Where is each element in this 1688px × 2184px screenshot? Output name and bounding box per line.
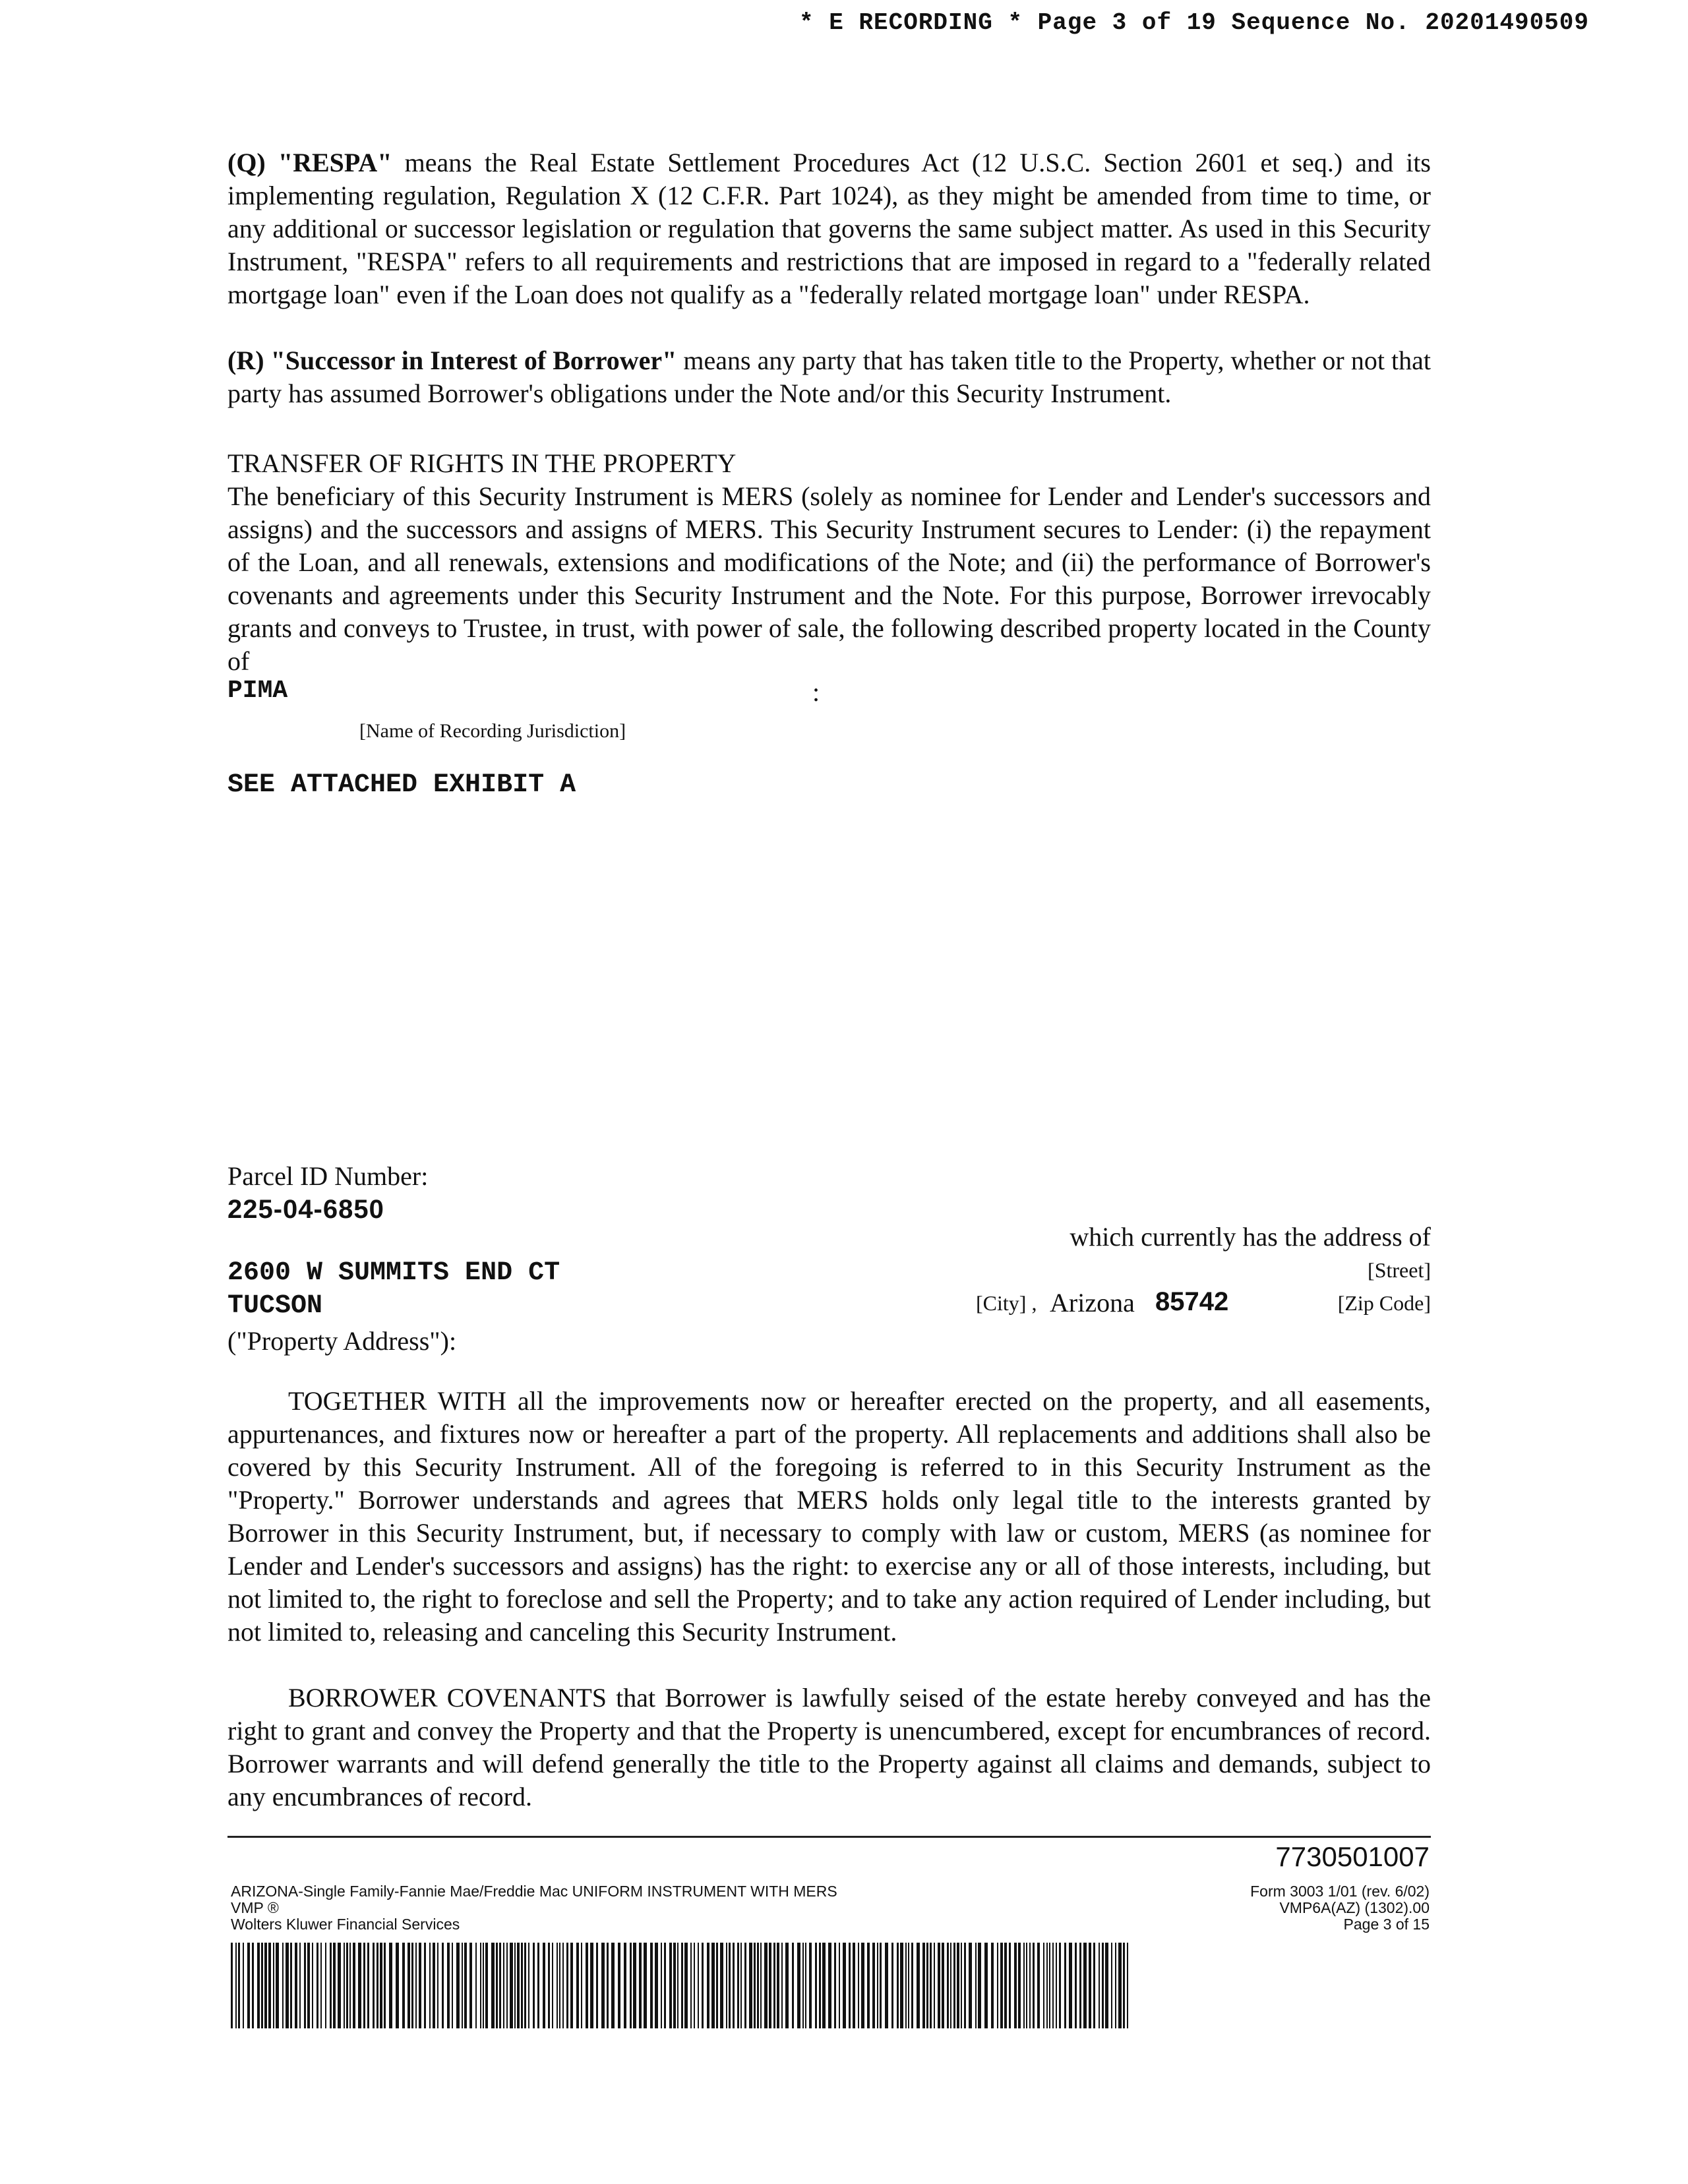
barcode-bar <box>1046 1943 1048 2028</box>
barcode-bar <box>389 1943 392 2028</box>
vmp-code: VMP6A(AZ) (1302).00 <box>1279 1899 1430 1916</box>
barcode-bar <box>669 1943 672 2028</box>
barcode-bar <box>1023 1943 1025 2028</box>
barcode-bar <box>1079 1943 1081 2028</box>
barcode-bar <box>524 1943 526 2028</box>
barcode-bar <box>733 1943 735 2028</box>
barcode-bar <box>975 1943 977 2028</box>
barcode-bar <box>1033 1943 1035 2028</box>
barcode-bar <box>1083 1943 1087 2028</box>
form-number-block <box>1250 1883 1430 1933</box>
barcode-bar <box>650 1943 653 2028</box>
barcode-bar <box>452 1943 453 2028</box>
barcode-bar <box>581 1943 582 2028</box>
barcode-bar <box>917 1943 920 2028</box>
form-title: ARIZONA-Single Family-Fannie Mae/Freddie Mac UNIFORM INSTRUMENT WITH MERS <box>231 1883 837 1900</box>
barcode-bar <box>978 1943 981 2028</box>
barcode-bar <box>984 1943 988 2028</box>
barcode-bar <box>754 1943 756 2028</box>
form-page-number: Page 3 of 15 <box>1343 1916 1430 1933</box>
barcode-bar <box>764 1943 768 2028</box>
barcode-bar <box>570 1943 573 2028</box>
barcode-bar <box>905 1943 907 2028</box>
barcode-bar <box>740 1943 742 2028</box>
barcode-bar <box>1105 1943 1108 2028</box>
barcode-bar <box>877 1943 878 2028</box>
barcode-bar <box>769 1943 771 2028</box>
barcode-bar <box>950 1943 951 2028</box>
barcode-bar <box>286 1943 289 2028</box>
barcode-bar <box>548 1943 550 2028</box>
barcode-bar <box>802 1943 804 2028</box>
barcode-bar <box>1037 1943 1040 2028</box>
barcode-bar <box>792 1943 794 2028</box>
jurisdiction-label: [Name of Recording Jurisdiction] <box>359 720 626 742</box>
city-label: [City] , <box>976 1291 1037 1315</box>
barcode-bar <box>964 1943 966 2028</box>
barcode-bar <box>462 1943 463 2028</box>
barcode-bar <box>1118 1943 1122 2028</box>
barcode-bar <box>552 1943 553 2028</box>
definition-r-label: (R) "Successor in Interest of Borrower" <box>227 346 677 375</box>
barcode-bar <box>607 1943 609 2028</box>
barcode-bar <box>720 1943 723 2028</box>
barcode-bar <box>1059 1943 1061 2028</box>
barcode-bar <box>861 1943 864 2028</box>
exhibit-reference: SEE ATTACHED EXHIBIT A <box>227 770 576 800</box>
barcode-bar <box>344 1943 345 2028</box>
barcode-bar <box>926 1943 928 2028</box>
county-colon: : <box>812 677 820 707</box>
barcode-bar <box>1099 1943 1100 2028</box>
barcode-bar <box>353 1943 355 2028</box>
definition-r <box>227 344 1431 410</box>
vmp-mark: VMP ® <box>231 1899 279 1916</box>
street-label: [Street] <box>1368 1258 1431 1282</box>
address-intro: which currently has the address of <box>1070 1222 1431 1252</box>
barcode-bar <box>1075 1943 1077 2028</box>
barcode-bar <box>661 1943 662 2028</box>
barcode-bar <box>447 1943 450 2028</box>
barcode-bar <box>282 1943 284 2028</box>
barcode-bar <box>828 1943 831 2028</box>
barcode-bar <box>349 1943 351 2028</box>
barcode-bar <box>908 1943 909 2028</box>
barcode-bar <box>1089 1943 1091 2028</box>
barcode-bar <box>872 1943 875 2028</box>
barcode-bar <box>238 1943 240 2028</box>
barcode-bar <box>528 1943 529 2028</box>
barcode-bar <box>384 1943 386 2028</box>
barcode-bar <box>707 1943 709 2028</box>
barcode-bar <box>1049 1943 1050 2028</box>
definition-q-label: (Q) "RESPA" <box>227 148 392 177</box>
barcode-bar <box>537 1943 539 2028</box>
barcode-bar <box>1004 1943 1007 2028</box>
barcode-bar <box>566 1943 568 2028</box>
barcode-bar <box>402 1943 405 2028</box>
barcode-bar <box>252 1943 254 2028</box>
barcode-bar <box>562 1943 564 2028</box>
together-with-paragraph: TOGETHER WITH all the improvements now or hereafter erected on the property, and all easements, appurtenances, and fixtures now or hereafter a part of the property. All replacements and additions shall also be covered by this Security Instrument. All of the foregoing is referred to in this Security Instrument as the "Property." Borrower understands and agrees that MERS holds only legal title to the interests granted by Borrower in this Security Instrument, but, if necessary to comply with law or custom, MERS (as nominee for Lender and Lender's successors and assigns) has the right: to exercise any or all of those interests, including, but not limited to, the right to foreclose and sell the Property; and to take any action required of Lender including, but not limited to, releasing and canceling this Security Instrument. <box>227 1386 1431 1647</box>
barcode-bar <box>677 1943 678 2028</box>
barcode-bar <box>543 1943 545 2028</box>
barcode-bar <box>510 1943 513 2028</box>
barcode-bar <box>358 1943 361 2028</box>
barcode-bar <box>922 1943 925 2028</box>
barcode-bar <box>273 1943 274 2028</box>
transfer-heading: TRANSFER OF RIGHTS IN THE PROPERTY <box>227 448 737 478</box>
barcode-bar <box>396 1943 399 2028</box>
barcode-bar <box>367 1943 369 2028</box>
definition-q-text: means the Real Estate Settlement Procedures Act (12 U.S.C. Section 2601 et seq.) and its implementing regulation, Regulation X (12 C.F.R. Part 1024), as they might be amended from time to time, or any additional or successor legislation or regulation that governs the same subject matter. As used in this Security Instrument, "RESPA" refers to all requirements and restrictions that are imposed in regard to a "federally related mortgage loan" even if the Loan does not qualify as a "federally related mortgage loan" under RESPA. <box>227 148 1431 309</box>
barcode-bar <box>268 1943 271 2028</box>
barcode-bar <box>618 1943 620 2028</box>
barcode-bar <box>843 1943 846 2028</box>
barcode-bar <box>1069 1943 1072 2028</box>
city-value: TUCSON <box>227 1291 323 1321</box>
definition-r-text: means any party that has taken title to the Property, whether or not that party has assumed Borrower's obligations under the Note and/or this Security Instrument. <box>227 346 1431 408</box>
barcode-bar <box>834 1943 836 2028</box>
barcode-bar <box>316 1943 318 2028</box>
barcode-bar <box>630 1943 632 2028</box>
barcode-bar <box>805 1943 806 2028</box>
barcode-bar <box>991 1943 994 2028</box>
state-value: Arizona <box>1050 1288 1135 1318</box>
form-title-block <box>231 1883 837 1933</box>
barcode-bar <box>1009 1943 1011 2028</box>
barcode-bar <box>1014 1943 1017 2028</box>
barcode-bar <box>521 1943 523 2028</box>
barcode-bar <box>639 1943 642 2028</box>
barcode-bar <box>849 1943 851 2028</box>
footer-divider <box>227 1836 1431 1838</box>
barcode-bar <box>1026 1943 1027 2028</box>
barcode-bar <box>261 1943 263 2028</box>
barcode-bar <box>475 1943 477 2028</box>
barcode-bar <box>900 1943 903 2028</box>
barcode-bar <box>1043 1943 1044 2028</box>
barcode-bar <box>276 1943 279 2028</box>
barcode-bar <box>533 1943 535 2028</box>
barcode-bar <box>586 1943 588 2028</box>
barcode <box>231 1943 1131 2028</box>
barcode-bar <box>1018 1943 1021 2028</box>
barcode-bar <box>737 1943 739 2028</box>
barcode-bar <box>938 1943 940 2028</box>
barcode-bar <box>664 1943 666 2028</box>
barcode-bar <box>304 1943 306 2028</box>
barcode-bar <box>601 1943 605 2028</box>
barcode-bar <box>424 1943 426 2028</box>
barcode-bar <box>891 1943 893 2028</box>
barcode-bar <box>380 1943 382 2028</box>
barcode-bar <box>506 1943 508 2028</box>
barcode-bar <box>433 1943 435 2028</box>
zip-label: [Zip Code] <box>1337 1291 1431 1315</box>
barcode-bar <box>257 1943 260 2028</box>
barcode-bar <box>698 1943 699 2028</box>
barcode-bar <box>934 1943 935 2028</box>
barcode-bar <box>885 1943 888 2028</box>
barcode-bar <box>485 1943 488 2028</box>
form-number: Form 3003 1/01 (rev. 6/02) <box>1250 1883 1430 1900</box>
barcode-bar <box>1093 1943 1095 2028</box>
barcode-bar <box>681 1943 683 2028</box>
barcode-bar <box>1056 1943 1057 2028</box>
barcode-bar <box>997 1943 998 2028</box>
parcel-id: 225-04-6850 <box>227 1195 384 1224</box>
barcode-bar <box>839 1943 840 2028</box>
barcode-bar <box>333 1943 336 2028</box>
barcode-bar <box>480 1943 481 2028</box>
barcode-bar <box>744 1943 746 2028</box>
barcode-bar <box>953 1943 955 2028</box>
barcode-bar <box>1127 1943 1128 2028</box>
barcode-bar <box>781 1943 783 2028</box>
barcode-bar <box>633 1943 636 2028</box>
barcode-bar <box>673 1943 676 2028</box>
barcode-bar <box>1064 1943 1066 2028</box>
barcode-bar <box>897 1943 899 2028</box>
barcode-bar <box>514 1943 516 2028</box>
barcode-bar <box>295 1943 297 2028</box>
barcode-bar <box>499 1943 501 2028</box>
barcode-bar <box>415 1943 417 2028</box>
loan-number: 7730501007 <box>1275 1841 1430 1872</box>
barcode-bar <box>969 1943 972 2028</box>
recording-header: * E RECORDING * Page 3 of 19 Sequence No. 20201490509 <box>799 9 1589 36</box>
barcode-bar <box>1115 1943 1116 2028</box>
barcode-bar <box>757 1943 759 2028</box>
barcode-bar <box>576 1943 579 2028</box>
barcode-bar <box>822 1943 826 2028</box>
barcode-bar <box>483 1943 484 2028</box>
barcode-bar <box>655 1943 658 2028</box>
barcode-bar <box>880 1943 882 2028</box>
barcode-bar <box>442 1943 444 2028</box>
barcode-bar <box>1000 1943 1003 2028</box>
barcode-bar <box>797 1943 800 2028</box>
barcode-bar <box>930 1943 932 2028</box>
barcode-bar <box>469 1943 472 2028</box>
barcode-bar <box>957 1943 959 2028</box>
barcode-bar <box>456 1943 460 2028</box>
barcode-bar <box>338 1943 341 2028</box>
barcode-bar <box>373 1943 375 2028</box>
barcode-bar <box>557 1943 558 2028</box>
barcode-bar <box>785 1943 789 2028</box>
borrower-covenants-paragraph: BORROWER COVENANTS that Borrower is lawfully seised of the estate hereby conveyed and has the right to grant and convey the Property and that the Property is unencumbered, except for encumbrances of record. Borrower warrants and will defend generally the title to the Property against all claims and demands, subject to any encumbrances of record. <box>227 1683 1431 1811</box>
barcode-bar <box>1052 1943 1054 2028</box>
transfer-paragraph: The beneficiary of this Security Instrument is MERS (solely as nominee for Lender and Lender's successors and assigns) and the successors and assigns of MERS. This Security Instrument secures to Lender: (i) the repayment of the Loan, and all renewals, extensions and modifications of the Note; and (ii) the performance of Borrower's covenants and agreements under this Security Instrument and the Note. For this purpose, Borrower irrevocably grants and conveys to Trustee, in trust, with power of sale, the following described property located in the County of <box>227 481 1431 676</box>
barcode-bar <box>419 1943 421 2028</box>
barcode-bar <box>247 1943 250 2028</box>
barcode-bar <box>231 1943 233 2028</box>
barcode-bar <box>290 1943 292 2028</box>
definition-q <box>227 146 1431 311</box>
barcode-bar <box>777 1943 779 2028</box>
barcode-bar <box>503 1943 504 2028</box>
barcode-bar <box>1111 1943 1112 2028</box>
barcode-bar <box>624 1943 626 2028</box>
publisher: Wolters Kluwer Financial Services <box>231 1916 460 1933</box>
zip-value: 85742 <box>1155 1287 1229 1316</box>
barcode-bar <box>729 1943 731 2028</box>
barcode-bar <box>517 1943 520 2028</box>
street-value: 2600 W SUMMITS END CT <box>227 1258 560 1288</box>
parcel-label: Parcel ID Number: <box>227 1161 429 1191</box>
barcode-bar <box>644 1943 647 2028</box>
barcode-bar <box>611 1943 615 2028</box>
barcode-bar <box>377 1943 378 2028</box>
barcode-bar <box>464 1943 467 2028</box>
barcode-bar <box>363 1943 365 2028</box>
barcode-bar <box>858 1943 859 2028</box>
property-address-label: ("Property Address"): <box>227 1326 457 1356</box>
barcode-bar <box>815 1943 817 2028</box>
barcode-bar <box>491 1943 495 2028</box>
barcode-bar <box>596 1943 598 2028</box>
barcode-bar <box>243 1943 244 2028</box>
barcode-bar <box>1102 1943 1104 2028</box>
barcode-bar <box>819 1943 821 2028</box>
barcode-bar <box>716 1943 718 2028</box>
barcode-bar <box>684 1943 688 2028</box>
barcode-bar <box>307 1943 310 2028</box>
barcode-bar <box>853 1943 855 2028</box>
barcode-bar <box>312 1943 313 2028</box>
barcode-bar <box>235 1943 237 2028</box>
barcode-bar <box>867 1943 870 2028</box>
barcode-bar <box>299 1943 301 2028</box>
barcode-bar <box>264 1943 267 2028</box>
barcode-bar <box>320 1943 322 2028</box>
barcode-bar <box>947 1943 949 2028</box>
barcode-bar <box>325 1943 326 2028</box>
barcode-bar <box>809 1943 812 2028</box>
barcode-bar <box>411 1943 413 2028</box>
barcode-bar <box>1029 1943 1031 2028</box>
barcode-bar <box>1123 1943 1125 2028</box>
barcode-bar <box>749 1943 752 2028</box>
barcode-bar <box>590 1943 593 2028</box>
barcode-bar <box>559 1943 560 2028</box>
barcode-bar <box>711 1943 715 2028</box>
barcode-bar <box>407 1943 410 2028</box>
county-value: PIMA <box>227 677 288 705</box>
barcode-bar <box>961 1943 962 2028</box>
barcode-bar <box>694 1943 695 2028</box>
barcode-bar <box>726 1943 727 2028</box>
barcode-bar <box>773 1943 775 2028</box>
barcode-bar <box>429 1943 431 2028</box>
barcode-bar <box>346 1943 348 2028</box>
barcode-bar <box>690 1943 692 2028</box>
barcode-bar <box>911 1943 913 2028</box>
barcode-bar <box>942 1943 944 2028</box>
barcode-bar <box>437 1943 438 2028</box>
barcode-bar <box>760 1943 762 2028</box>
barcode-bar <box>702 1943 704 2028</box>
barcode-bar <box>496 1943 498 2028</box>
barcode-bar <box>330 1943 332 2028</box>
